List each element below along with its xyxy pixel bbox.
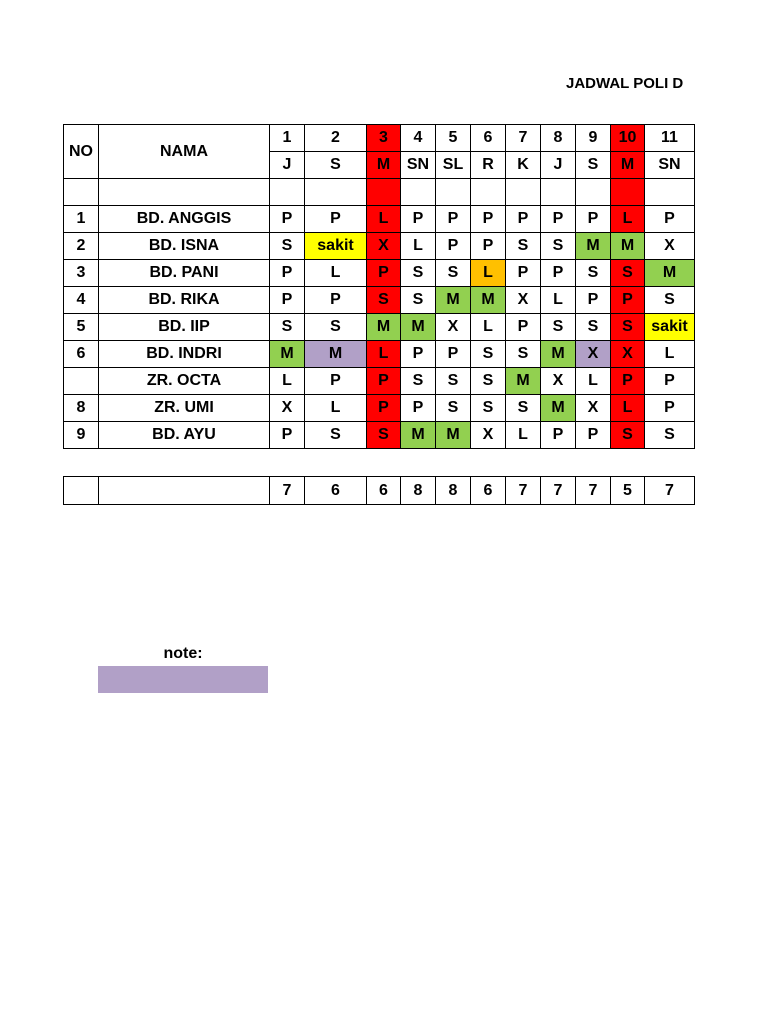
shift-cell: P bbox=[541, 206, 576, 233]
shift-cell: P bbox=[305, 206, 367, 233]
shift-cell: L bbox=[305, 260, 367, 287]
row-number: 5 bbox=[64, 314, 99, 341]
shift-cell: S bbox=[576, 260, 611, 287]
header-row-day-numbers bbox=[64, 125, 695, 152]
shift-cell: M bbox=[401, 422, 436, 449]
staff-name: BD. ANGGIS bbox=[99, 206, 270, 233]
day-abbreviation: S bbox=[305, 152, 367, 179]
shift-cell: S bbox=[471, 395, 506, 422]
shift-cell: P bbox=[506, 314, 541, 341]
day-abbreviation: SN bbox=[645, 152, 695, 179]
shift-cell: M bbox=[436, 422, 471, 449]
shift-cell: P bbox=[576, 206, 611, 233]
day-number: 2 bbox=[305, 125, 367, 152]
header-nama: NAMA bbox=[99, 125, 270, 179]
shift-cell: P bbox=[270, 206, 305, 233]
blank-cell bbox=[401, 179, 436, 206]
daily-total: 6 bbox=[471, 477, 506, 505]
shift-cell: P bbox=[270, 422, 305, 449]
day-number: 7 bbox=[506, 125, 541, 152]
shift-cell: M bbox=[305, 341, 367, 368]
blank-cell bbox=[99, 179, 270, 206]
shift-cell: M bbox=[436, 287, 471, 314]
staff-name: BD. PANI bbox=[99, 260, 270, 287]
shift-cell: P bbox=[305, 368, 367, 395]
totals-blank bbox=[99, 477, 270, 505]
shift-cell: S bbox=[611, 314, 645, 341]
shift-cell: sakit bbox=[305, 233, 367, 260]
shift-cell: S bbox=[305, 314, 367, 341]
day-number: 6 bbox=[471, 125, 506, 152]
shift-cell: P bbox=[471, 233, 506, 260]
day-abbreviation: J bbox=[270, 152, 305, 179]
day-abbreviation: R bbox=[471, 152, 506, 179]
shift-cell: L bbox=[471, 314, 506, 341]
shift-cell: L bbox=[401, 233, 436, 260]
shift-cell: P bbox=[645, 206, 695, 233]
row-number: 3 bbox=[64, 260, 99, 287]
day-abbreviation: K bbox=[506, 152, 541, 179]
blank-row bbox=[64, 179, 695, 206]
shift-cell: S bbox=[436, 395, 471, 422]
daily-total: 8 bbox=[436, 477, 471, 505]
blank-cell bbox=[645, 179, 695, 206]
shift-cell: P bbox=[611, 368, 645, 395]
note-color-swatch bbox=[98, 666, 268, 693]
daily-total: 6 bbox=[367, 477, 401, 505]
staff-name: ZR. UMI bbox=[99, 395, 270, 422]
shift-cell: P bbox=[645, 395, 695, 422]
shift-cell: P bbox=[436, 206, 471, 233]
shift-cell: P bbox=[401, 206, 436, 233]
shift-cell: S bbox=[576, 314, 611, 341]
shift-cell: S bbox=[401, 260, 436, 287]
table-row bbox=[64, 233, 695, 260]
table-row bbox=[64, 395, 695, 422]
row-number: 1 bbox=[64, 206, 99, 233]
shift-cell: S bbox=[270, 314, 305, 341]
daily-total: 7 bbox=[645, 477, 695, 505]
shift-cell: L bbox=[305, 395, 367, 422]
table-row bbox=[64, 341, 695, 368]
blank-cell bbox=[471, 179, 506, 206]
staff-name: BD. INDRI bbox=[99, 341, 270, 368]
shift-cell: S bbox=[305, 422, 367, 449]
day-number: 11 bbox=[645, 125, 695, 152]
totals-table bbox=[63, 476, 695, 505]
table-row bbox=[64, 314, 695, 341]
day-abbreviation: M bbox=[611, 152, 645, 179]
shift-cell: L bbox=[645, 341, 695, 368]
table-row bbox=[64, 260, 695, 287]
shift-cell: L bbox=[471, 260, 506, 287]
shift-cell: P bbox=[367, 260, 401, 287]
table-row bbox=[64, 368, 695, 395]
shift-cell: X bbox=[270, 395, 305, 422]
day-number: 9 bbox=[576, 125, 611, 152]
shift-cell: L bbox=[506, 422, 541, 449]
shift-cell: P bbox=[270, 287, 305, 314]
header-no: NO bbox=[64, 125, 99, 179]
shift-cell: X bbox=[576, 395, 611, 422]
totals-blank bbox=[64, 477, 99, 505]
shift-cell: P bbox=[367, 395, 401, 422]
shift-cell: P bbox=[506, 260, 541, 287]
shift-cell: X bbox=[645, 233, 695, 260]
row-number: 8 bbox=[64, 395, 99, 422]
row-number: 9 bbox=[64, 422, 99, 449]
table-row bbox=[64, 287, 695, 314]
schedule-table bbox=[63, 124, 695, 449]
shift-cell: X bbox=[576, 341, 611, 368]
shift-cell: L bbox=[367, 206, 401, 233]
shift-cell: L bbox=[576, 368, 611, 395]
shift-cell: S bbox=[367, 287, 401, 314]
day-number: 5 bbox=[436, 125, 471, 152]
row-number bbox=[64, 368, 99, 395]
daily-total: 7 bbox=[506, 477, 541, 505]
shift-cell: M bbox=[611, 233, 645, 260]
day-abbreviation: SL bbox=[436, 152, 471, 179]
staff-name: BD. IIP bbox=[99, 314, 270, 341]
daily-total: 7 bbox=[576, 477, 611, 505]
blank-cell bbox=[270, 179, 305, 206]
shift-cell: X bbox=[611, 341, 645, 368]
shift-cell: S bbox=[506, 341, 541, 368]
shift-cell: P bbox=[576, 287, 611, 314]
row-number: 6 bbox=[64, 341, 99, 368]
table-row bbox=[64, 422, 695, 449]
shift-cell: M bbox=[506, 368, 541, 395]
row-number: 4 bbox=[64, 287, 99, 314]
shift-cell: P bbox=[541, 260, 576, 287]
page-title: JADWAL POLI D bbox=[566, 75, 684, 92]
shift-cell: S bbox=[401, 287, 436, 314]
shift-cell: S bbox=[270, 233, 305, 260]
shift-cell: P bbox=[401, 395, 436, 422]
shift-cell: P bbox=[436, 233, 471, 260]
shift-cell: L bbox=[611, 206, 645, 233]
shift-cell: S bbox=[401, 368, 436, 395]
day-number: 3 bbox=[367, 125, 401, 152]
shift-cell: X bbox=[367, 233, 401, 260]
shift-cell: S bbox=[471, 341, 506, 368]
shift-cell: S bbox=[541, 233, 576, 260]
shift-cell: M bbox=[576, 233, 611, 260]
shift-cell: X bbox=[436, 314, 471, 341]
shift-cell: L bbox=[541, 287, 576, 314]
shift-cell: L bbox=[611, 395, 645, 422]
blank-cell bbox=[576, 179, 611, 206]
shift-cell: P bbox=[471, 206, 506, 233]
daily-total: 7 bbox=[270, 477, 305, 505]
shift-cell: S bbox=[506, 233, 541, 260]
table-row bbox=[64, 206, 695, 233]
staff-name: BD. RIKA bbox=[99, 287, 270, 314]
shift-cell: S bbox=[611, 422, 645, 449]
shift-cell: S bbox=[506, 395, 541, 422]
blank-cell bbox=[64, 179, 99, 206]
daily-total: 7 bbox=[541, 477, 576, 505]
day-abbreviation: S bbox=[576, 152, 611, 179]
totals-row bbox=[64, 477, 695, 505]
shift-cell: M bbox=[367, 314, 401, 341]
shift-cell: P bbox=[401, 341, 436, 368]
blank-cell bbox=[305, 179, 367, 206]
shift-cell: P bbox=[611, 287, 645, 314]
day-number: 8 bbox=[541, 125, 576, 152]
shift-cell: P bbox=[305, 287, 367, 314]
shift-cell: S bbox=[436, 260, 471, 287]
staff-name: ZR. OCTA bbox=[99, 368, 270, 395]
shift-cell: S bbox=[471, 368, 506, 395]
shift-cell: X bbox=[471, 422, 506, 449]
row-number: 2 bbox=[64, 233, 99, 260]
shift-cell: M bbox=[471, 287, 506, 314]
shift-cell: sakit bbox=[645, 314, 695, 341]
shift-cell: M bbox=[270, 341, 305, 368]
day-abbreviation: M bbox=[367, 152, 401, 179]
shift-cell: P bbox=[645, 368, 695, 395]
shift-cell: S bbox=[436, 368, 471, 395]
shift-cell: P bbox=[436, 341, 471, 368]
shift-cell: P bbox=[576, 422, 611, 449]
day-number: 4 bbox=[401, 125, 436, 152]
day-number: 10 bbox=[611, 125, 645, 152]
shift-cell: P bbox=[367, 368, 401, 395]
shift-cell: M bbox=[401, 314, 436, 341]
blank-cell bbox=[506, 179, 541, 206]
shift-cell: M bbox=[645, 260, 695, 287]
shift-cell: M bbox=[541, 341, 576, 368]
shift-cell: L bbox=[270, 368, 305, 395]
day-number: 1 bbox=[270, 125, 305, 152]
shift-cell: P bbox=[270, 260, 305, 287]
staff-name: BD. ISNA bbox=[99, 233, 270, 260]
staff-name: BD. AYU bbox=[99, 422, 270, 449]
daily-total: 5 bbox=[611, 477, 645, 505]
day-abbreviation: J bbox=[541, 152, 576, 179]
shift-cell: S bbox=[367, 422, 401, 449]
shift-cell: X bbox=[506, 287, 541, 314]
shift-cell: P bbox=[541, 422, 576, 449]
shift-cell: M bbox=[541, 395, 576, 422]
blank-cell bbox=[611, 179, 645, 206]
blank-cell bbox=[367, 179, 401, 206]
shift-cell: X bbox=[541, 368, 576, 395]
shift-cell: S bbox=[541, 314, 576, 341]
daily-total: 8 bbox=[401, 477, 436, 505]
day-abbreviation: SN bbox=[401, 152, 436, 179]
daily-total: 6 bbox=[305, 477, 367, 505]
blank-cell bbox=[436, 179, 471, 206]
shift-cell: P bbox=[506, 206, 541, 233]
shift-cell: S bbox=[645, 422, 695, 449]
shift-cell: S bbox=[645, 287, 695, 314]
shift-cell: L bbox=[367, 341, 401, 368]
note-label: note: bbox=[163, 645, 203, 662]
blank-cell bbox=[541, 179, 576, 206]
shift-cell: S bbox=[611, 260, 645, 287]
